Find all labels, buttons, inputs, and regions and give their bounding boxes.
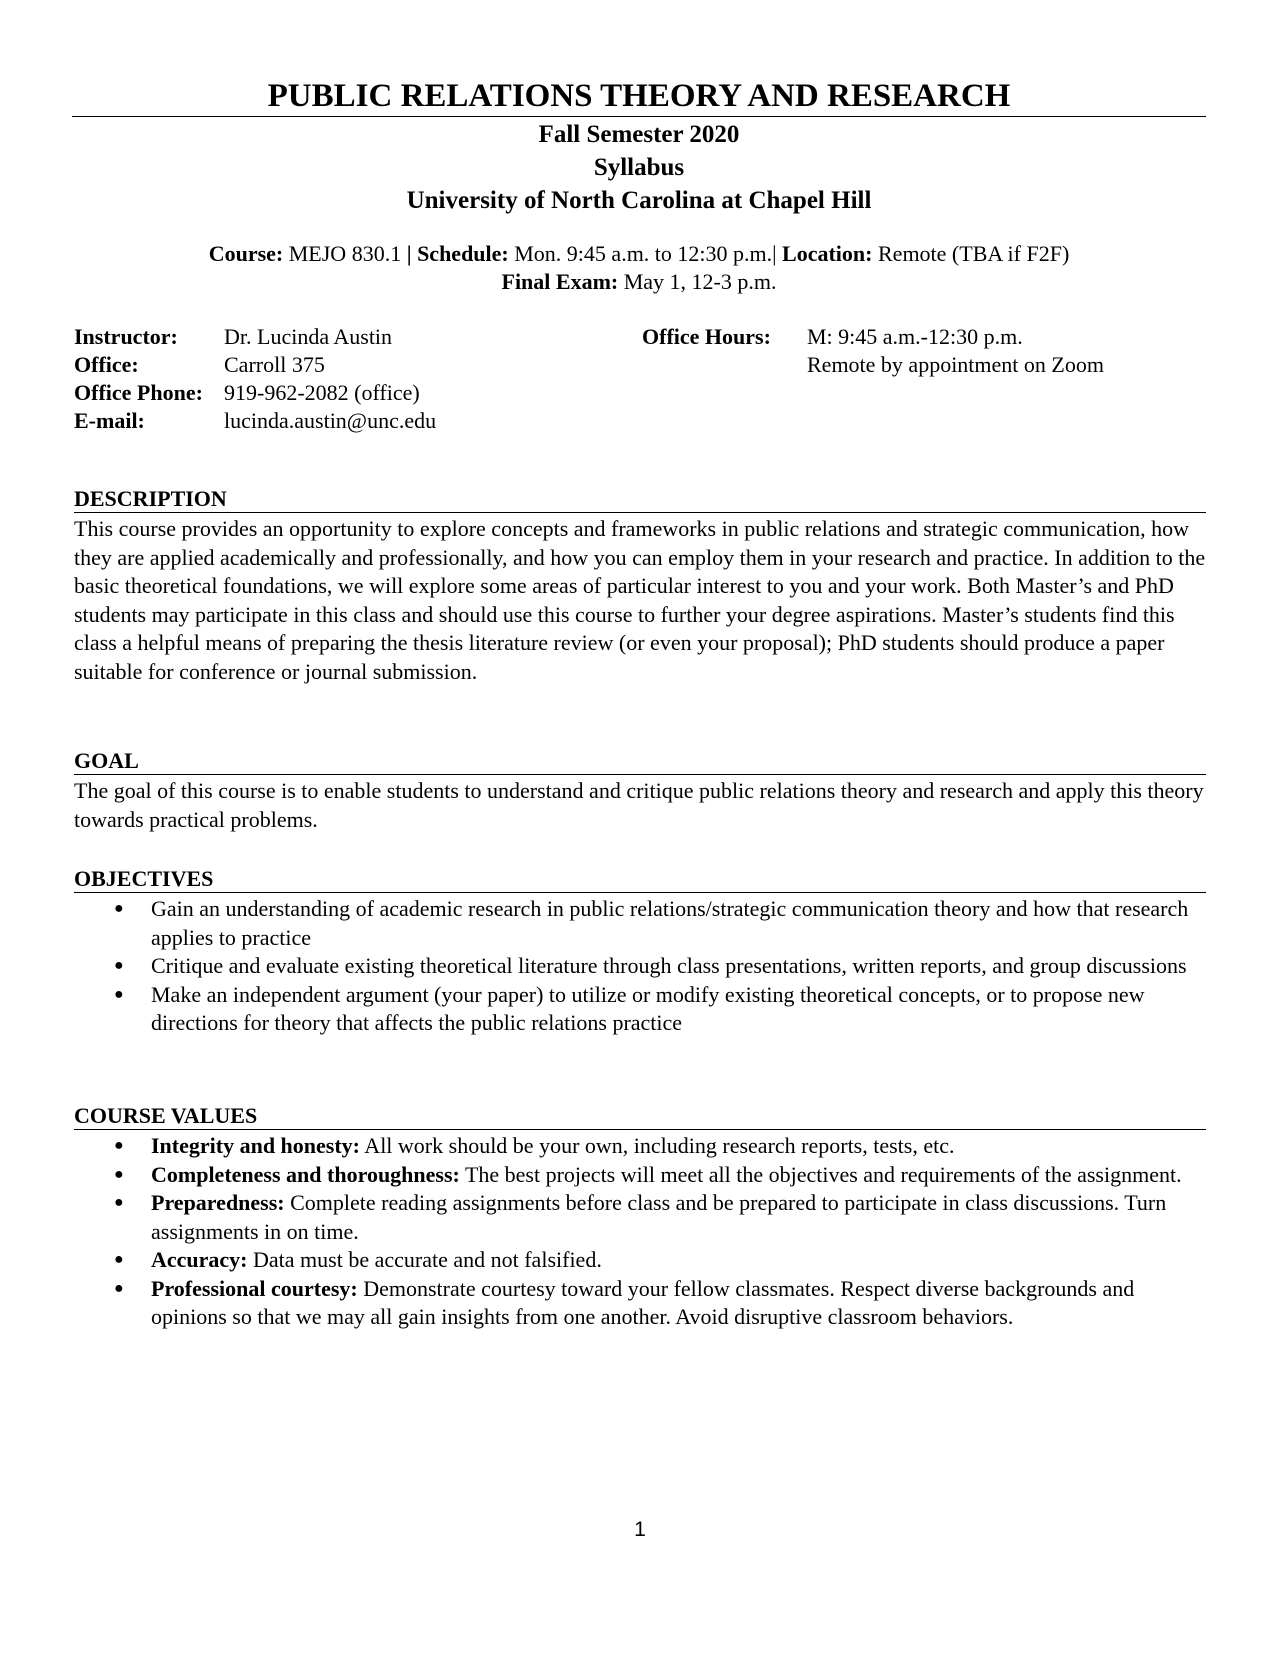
page-number: 1 <box>634 1518 646 1541</box>
objectives-list <box>74 895 1208 1038</box>
subheading-block <box>72 118 1206 217</box>
instructor-value: Dr. Lucinda Austin <box>224 324 393 349</box>
bullet-icon: ● <box>114 1165 124 1183</box>
instructor-contact <box>74 323 436 435</box>
phone-label: Office Phone: <box>74 380 203 405</box>
bullet-icon: ● <box>114 1194 124 1211</box>
office-label: Office: <box>74 352 139 377</box>
course-info-line <box>72 240 1206 268</box>
hours-label: Office Hours: <box>642 324 771 349</box>
schedule-value: Mon. 9:45 a.m. to 12:30 p.m. <box>514 241 773 266</box>
course-values-heading: COURSE VALUES <box>74 1103 1206 1130</box>
location-value: Remote (TBA if F2F) <box>878 241 1070 266</box>
final-exam-line <box>72 268 1206 296</box>
bullet-icon: ● <box>114 1137 124 1154</box>
list-item: ● Make an independent argument (your paper) to utilize or modify existing theoretical concepts, or to propose new directions for theory that affects the public relations practice <box>114 981 1145 1035</box>
schedule-label: Schedule: <box>417 241 509 266</box>
hours-note: Remote by appointment on Zoom <box>807 352 1104 377</box>
separator: | <box>772 241 783 266</box>
description-text: This course provides an opportunity to explore concepts and frameworks in public relations and strategic communication, how they are applied academically and professionally, and how you can employ them in your research and practice. In addition to the basic theoretical foundations, we will explore some areas of particular interest to you and your work. Both Master’s and PhD students may participate in this class and should use this course to further your degree aspirations. Master’s students find this class a helpful means of preparing the thesis literature review (or even your proposal); PhD students should produce a paper suitable for conference or journal submission. <box>74 516 1206 684</box>
office-hours <box>642 323 1104 379</box>
list-item: ● Accuracy: Data must be accurate and not falsified. <box>74 1246 1208 1275</box>
bullet-icon: ● <box>114 1251 124 1268</box>
objectives-heading: OBJECTIVES <box>74 866 1206 893</box>
list-item: ● Completeness and thoroughness: The best projects will meet all the objectives and requirements of the assignment. <box>74 1161 1208 1190</box>
course-value: MEJO 830.1 <box>288 241 402 266</box>
email-link[interactable]: lucinda.austin@unc.edu <box>224 408 437 433</box>
goal-text: The goal of this course is to enable students to understand and critique public relations theory and research and apply this theory towards practical problems. <box>74 778 1204 832</box>
location-label: Location: <box>782 241 873 266</box>
bullet-icon: ● <box>114 985 124 1003</box>
hours-value: M: 9:45 a.m.-12:30 p.m. <box>807 324 1023 349</box>
description-heading: DESCRIPTION <box>74 486 1206 513</box>
bullet-icon: ● <box>114 957 124 974</box>
list-item: ● Gain an understanding of academic research in public relations/strategic communication theory and how that research applies to practice <box>114 896 1189 950</box>
bullet-icon: ● <box>114 900 124 917</box>
list-item: ● Preparedness: Complete reading assignments before class and be prepared to participate in class discussions. Turn assignments in on time. <box>114 1190 1167 1244</box>
office-value: Carroll 375 <box>224 352 325 377</box>
list-item: ● Critique and evaluate existing theoretical literature through class presentations, written reports, and group discussions <box>74 952 1208 981</box>
list-item: ● Integrity and honesty: All work should be your own, including research reports, tests, etc. <box>74 1132 1208 1161</box>
exam-value: May 1, 12-3 p.m. <box>623 269 777 294</box>
university-line: University of North Carolina at Chapel Hill <box>406 187 872 214</box>
instructor-label: Instructor: <box>74 324 178 349</box>
separator: | <box>401 241 418 266</box>
doc-type-line: Syllabus <box>593 154 685 181</box>
semester-line: Fall Semester 2020 <box>538 121 740 148</box>
exam-label: Final Exam: <box>501 269 619 294</box>
course-label: Course: <box>208 241 284 266</box>
course-values-list <box>74 1132 1208 1332</box>
bullet-icon: ● <box>114 1279 124 1297</box>
document-title: PUBLIC RELATIONS THEORY AND RESEARCH <box>72 76 1206 117</box>
email-label: E-mail: <box>74 408 145 433</box>
phone-value: 919-962-2082 (office) <box>224 380 420 405</box>
list-item: ● Professional courtesy: Demonstrate courtesy toward your fellow classmates. Respect diverse backgrounds and opinions so that we may all gain insights from one another. Avoid disruptive classroom behaviors. <box>114 1275 1135 1329</box>
goal-heading: GOAL <box>74 748 1206 775</box>
